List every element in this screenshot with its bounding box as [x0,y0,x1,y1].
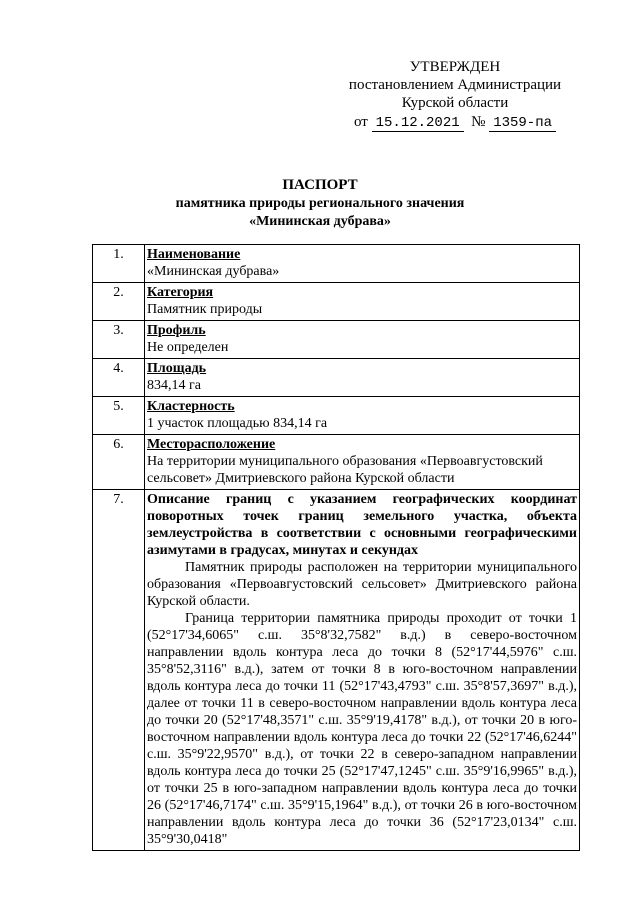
approval-block [330,58,580,132]
row-content [145,435,580,490]
row-heading: Профиль [147,323,206,338]
row-content [145,359,580,397]
row-content [145,245,580,283]
approval-title: УТВЕРЖДЕН [409,59,501,75]
table-row [93,321,580,359]
approval-line-1: постановлением Администрации [348,77,562,93]
date-prefix: от [354,114,368,130]
table-row [93,359,580,397]
row-text: Не определен [147,340,229,355]
row-paragraph-location: Памятник природы расположен на территории муниципального образования «Первоавгустовский сельсовет» Дмитриевского района Курской области. [147,560,577,609]
row-number: 5. [93,397,145,435]
table-row [93,283,580,321]
row-number: 1. [93,245,145,283]
table-row [93,245,580,283]
row-heading: Наименование [147,247,241,262]
approval-line-2: Курской области [401,95,509,111]
document-subtitle-2: «Мининская дубрава» [249,214,391,229]
row-text: Памятник природы [147,302,263,317]
row-number: 7. [93,490,145,851]
number-prefix: № [471,114,486,130]
row-heading: Категория [147,285,214,300]
row-heading: Месторасположение [147,437,276,452]
row-paragraph-boundary: Граница территории памятника природы проходит от точки 1 (52°17'34,6065" с.ш. 35°8'32,7582" в.д.) в северо-восточном направлении вдоль контура леса до точки 8 (52°17'44,5976" с.ш. 35°8'52,3116" в.д.), затем от точки 8 в юго-восточном направлении вдоль контура леса до точки 11 (52°17'43,4793" с.ш. 35°8'57,3697" в.д.), далее от точки 11 в северо-восточном направлении вдоль контура леса до точки 20 (52°17'48,3571" с.ш. 35°9'19,4178" в.д.), от точки 20 в юго-восточном направлении вдоль контура леса до точки 22 (52°17'46,6244" с.ш. 35°9'22,9570" в.д.), от точки 22 в северо-западном направлении вдоль контура леса до точки 25 (52°17'47,1245" с.ш. 35°9'16,9965" в.д.), от точки 25 в юго-западном направлении вдоль контура леса до точки 26 (52°17'46,7174" с.ш. 35°9'15,1964" в.д.), от точки 26 в юго-восточном направлении вдоль контура леса до точки 36 (52°17'23,0134" с.ш. 35°9'30,0418" [147,611,577,847]
approval-number: 1359-па [489,116,556,132]
row-text: На территории муниципального образования «Первоавгустовский сельсовет» Дмитриевского района Курской области [147,454,543,486]
row-content [145,283,580,321]
row-content [145,397,580,435]
row-number: 4. [93,359,145,397]
table-row [93,397,580,435]
row-heading: Описание границ с указанием географических координат поворотных точек границ земельного участка, объекта землеустройства в соответствии с основными географическими азимутами в градусах, минутах и секундах [147,492,577,558]
row-number: 2. [93,283,145,321]
row-text: «Мининская дубрава» [147,264,280,279]
row-heading: Кластерность [147,399,235,414]
document-title-block [0,175,640,231]
table-row [93,435,580,490]
passport-table [92,244,580,851]
row-heading: Площадь [147,361,207,376]
table-row [93,490,580,851]
row-text: 1 участок площадью 834,14 га [147,416,328,431]
approval-date: 15.12.2021 [372,116,464,132]
row-text: 834,14 га [147,378,201,393]
row-number: 3. [93,321,145,359]
document-title: ПАСПОРТ [282,177,358,193]
approval-date-number [330,113,580,132]
row-content [145,321,580,359]
row-number: 6. [93,435,145,490]
document-subtitle-1: памятника природы регионального значения [175,196,465,211]
row-content [145,490,580,851]
